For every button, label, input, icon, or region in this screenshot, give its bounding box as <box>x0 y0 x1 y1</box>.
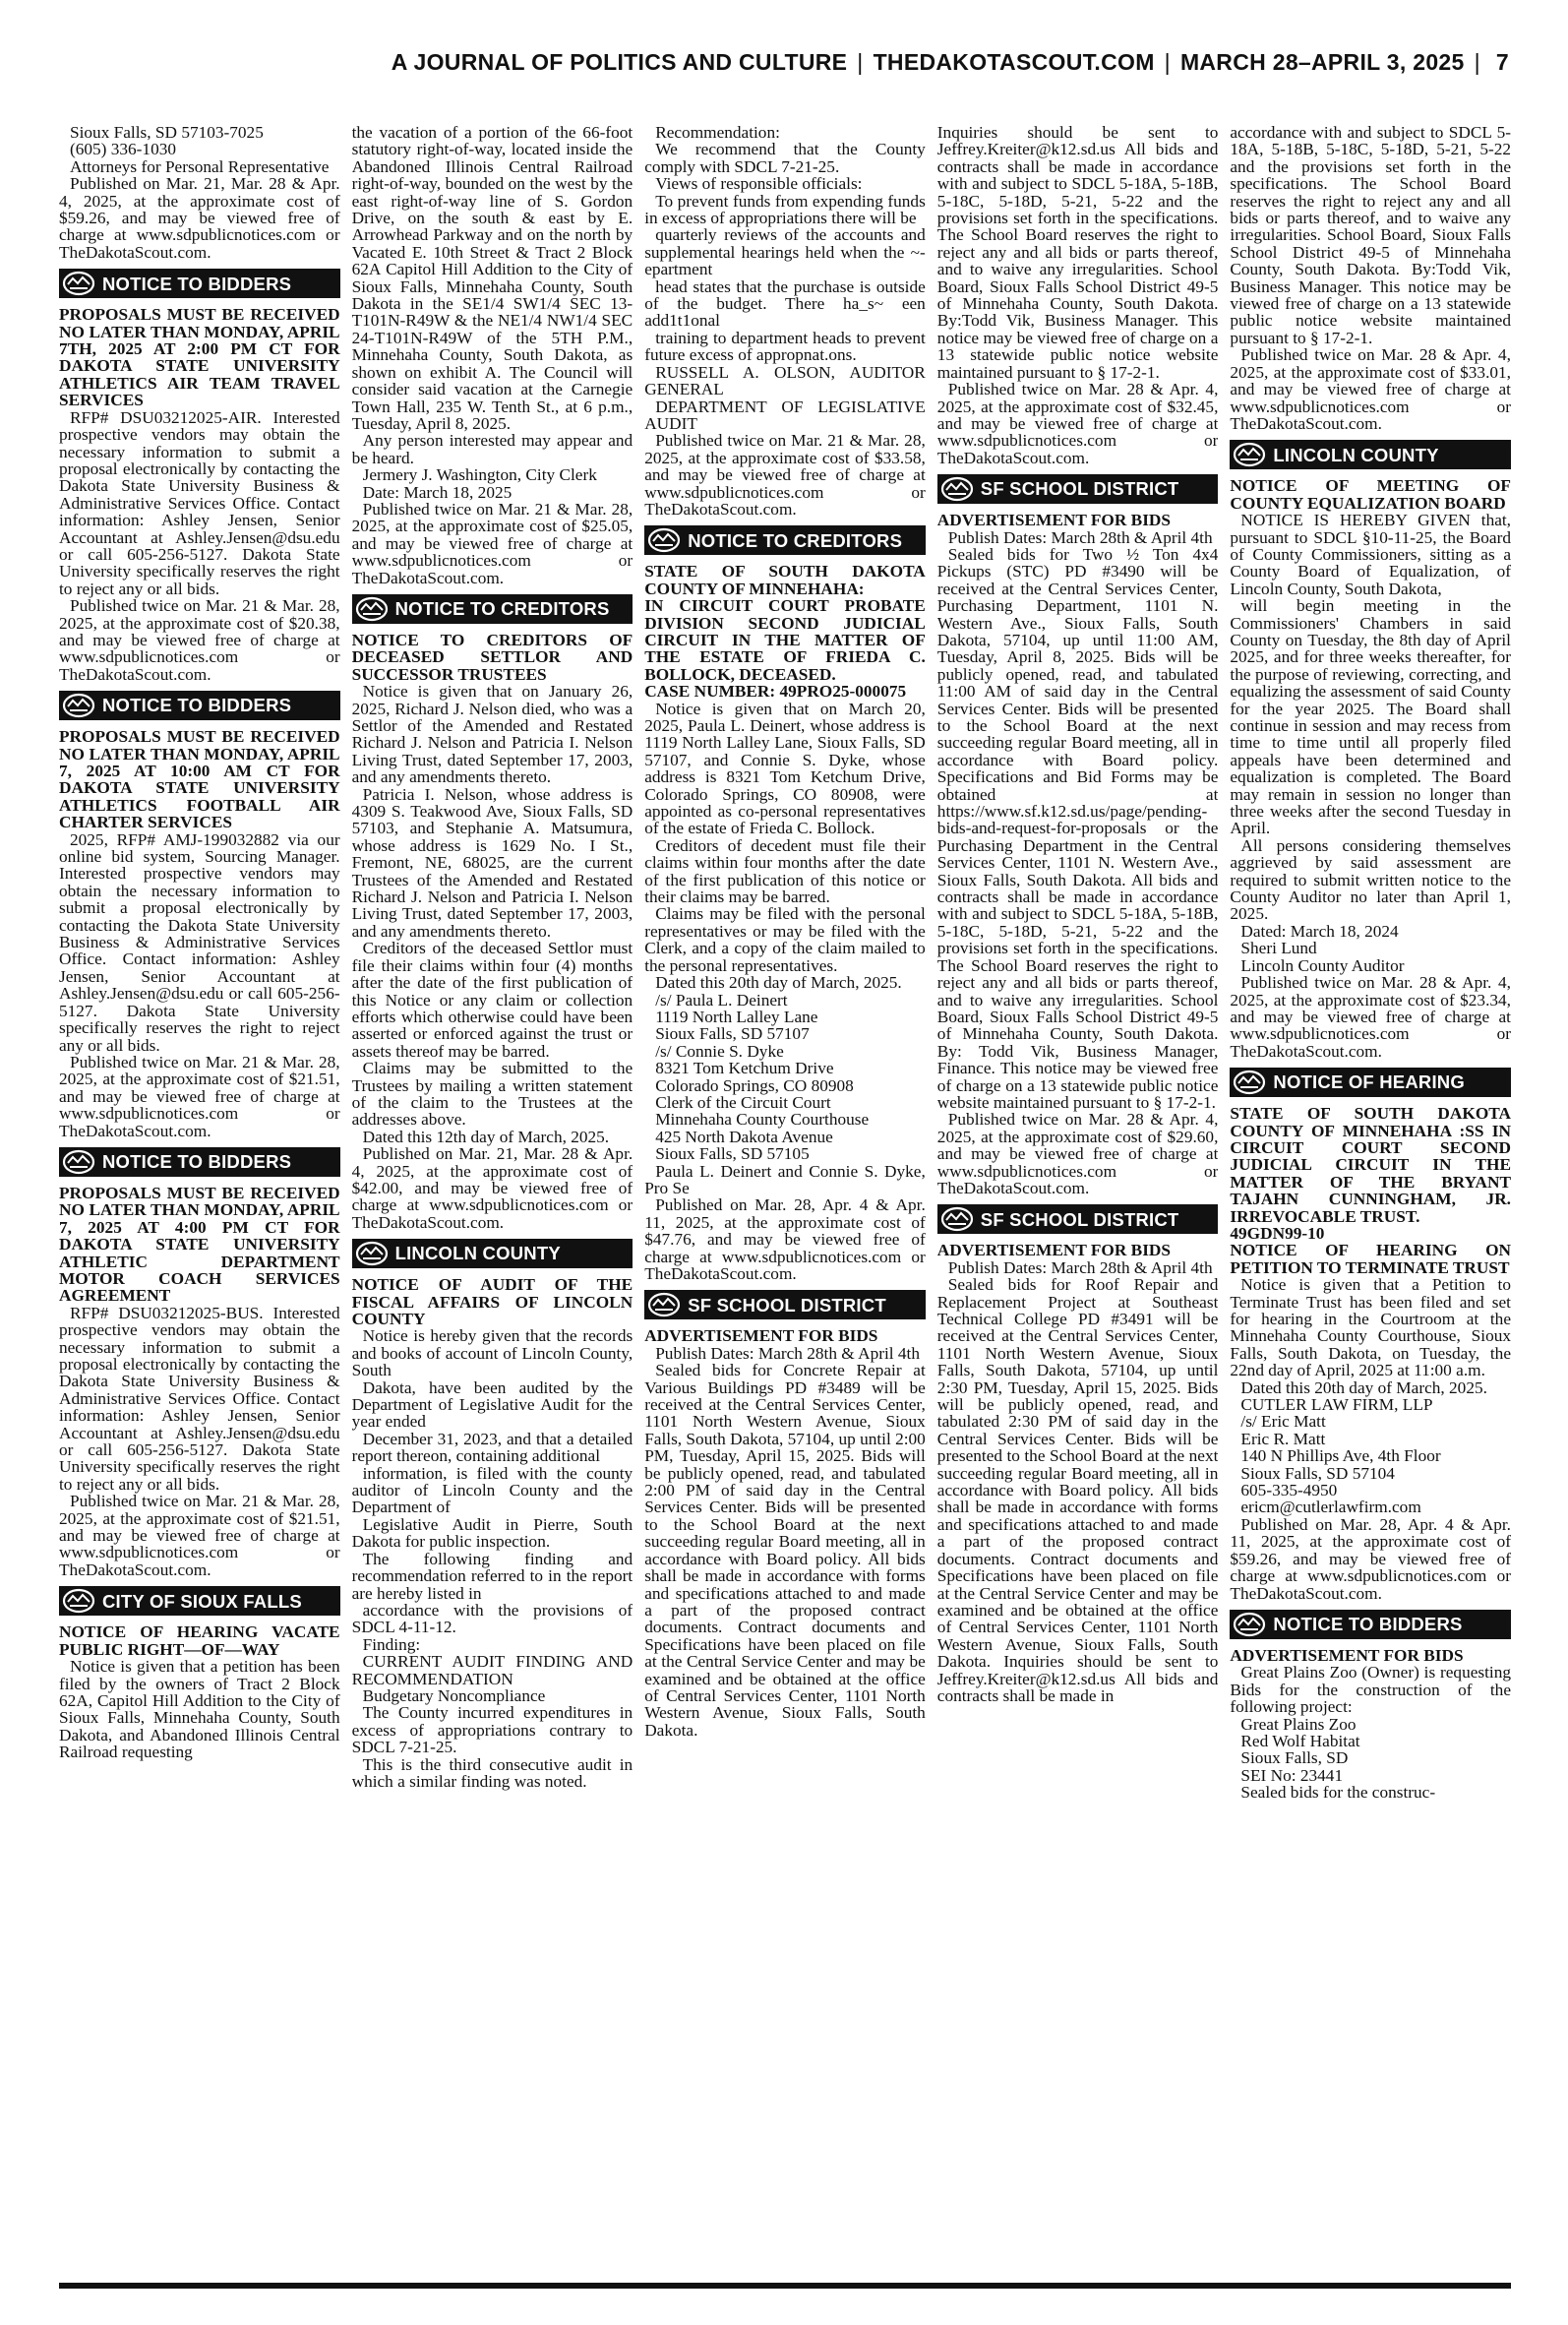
notice-paragraph: To prevent funds from expending funds in excess of appropriations there will be <box>644 191 926 228</box>
notice-title: STATE OF SOUTH DAKOTA COUNTY OF MINNEHAHA: IN CIRCUIT COURT PROBATE DIVISION SECOND JUDICIAL CIRCUIT IN THE MATTER OF THE ESTATE OF FRIEDA C. BOLLOCK, DECEASED. CASE NUMBER: 49PRO25-000075 <box>644 562 926 702</box>
section-header-label: NOTICE TO BIDDERS <box>1273 1614 1463 1635</box>
section-header-label: NOTICE TO BIDDERS <box>102 273 292 294</box>
section-header <box>59 269 340 298</box>
notice-title: STATE OF SOUTH DAKOTA COUNTY OF MINNEHAHA :SS IN CIRCUIT COURT SECOND JUDICIAL CIRCUIT IN THE MATTER OF THE BRYANT TAJAHN CUNNINGHAM, JR. IRREVOCABLE TRUST. 49GDN99-10 NOTICE OF HEARING ON PETITION TO TERMINATE TRUST <box>1230 1104 1511 1277</box>
notice-title: PROPOSALS MUST BE RECEIVED NO LATER THAN MONDAY, APRIL 7TH, 2025 AT 2:00 PM CT FOR DAKOTA STATE UNIVERSITY ATHLETICS AIR TEAM TRAVEL SERVICES <box>59 305 340 410</box>
notice-paragraph: Published twice on Mar. 21 & Mar. 28, 2025, at the approximate cost of $33.58, and may be viewed free of charge at www.sdpublicnotices.com or TheDakotaScout.com. <box>644 431 926 519</box>
notice-paragraph: December 31, 2023, and that a detailed report thereon, containing additional <box>351 1429 633 1466</box>
notice-address-block: /s/ Paula L. Deinert 1119 North Lalley Lane Sioux Falls, SD 57107 /s/ Connie S. Dyke 8321 Tom Ketchum Drive Colorado Springs, CO 80908 Clerk of the Circuit Court <box>655 990 854 1112</box>
notice-paragraph: Published twice on Mar. 28 & Apr. 4, 2025, at the approximate cost of $33.01, and may be viewed free of charge at www.sdpublicnotices.com or TheDakotaScout.com. <box>1230 345 1511 433</box>
notice-paragraph: Published twice on Mar. 28 & Apr. 4, 2025, at the approximate cost of $23.34, and may be viewed free of charge at www.sdpublicnotices.com or TheDakotaScout.com. <box>1230 973 1511 1061</box>
notice-paragraph: Finding: <box>362 1634 421 1654</box>
column-1 <box>59 124 340 2274</box>
column-4 <box>937 124 1219 2274</box>
section-header <box>59 691 340 720</box>
scout-logo-icon <box>939 1205 975 1233</box>
notice-paragraph: Recommendation: <box>655 124 780 142</box>
notice-address-block: Great Plains Zoo Red Wolf Habitat Sioux Falls, SD SEI No: 23441 <box>1240 1714 1360 1785</box>
section-header-label: SF SCHOOL DISTRICT <box>980 478 1179 500</box>
section-header-label: NOTICE TO CREDITORS <box>394 598 610 620</box>
notice-title: NOTICE OF HEARING VACATE PUBLIC RIGHT—OF—WAY <box>59 1622 340 1659</box>
notice-paragraph: Publish Dates: March 28th & April 4th <box>947 1257 1213 1277</box>
notice-paragraph: Published twice on Mar. 28 & Apr. 4, 2025, at the approximate cost of $29.60, and may be viewed free of charge at www.sdpublicnotices.com or TheDakotaScout.com. <box>936 1110 1219 1197</box>
notice-paragraph: Published twice on Mar. 28 & Apr. 4, 2025, at the approximate cost of $32.45, and may be viewed free of charge at www.sdpublicnotices.com or TheDakotaScout.com. <box>936 380 1219 467</box>
column-3 <box>644 124 926 2274</box>
notice-title: NOTICE OF AUDIT OF THE FISCAL AFFAIRS OF LINCOLN COUNTY <box>351 1275 633 1328</box>
notice-paragraph: Legislative Audit in Pierre, South Dakota for public inspection. <box>351 1514 633 1552</box>
notice-title: PROPOSALS MUST BE RECEIVED NO LATER THAN MONDAY, APRIL 7, 2025 AT 10:00 AM CT FOR DAKOTA STATE UNIVERSITY ATHLETICS FOOTBALL AIR CHARTER SERVICES <box>59 727 340 832</box>
notice-paragraph: Published twice on Mar. 21 & Mar. 28, 2025, at the approximate cost of $20.38, and may be viewed free of charge at www.sdpublicnotices.com or TheDakotaScout.com. <box>59 596 340 684</box>
notice-paragraph: Published on Mar. 28, Apr. 4 & Apr. 11, 2025, at the approximate cost of $47.76, and may be viewed free of charge at www.sdpublicnotices.com or TheDakotaScout.com. <box>644 1195 926 1283</box>
notice-paragraph: Sealed bids for Concrete Repair at Various Buildings PD #3489 will be received at the Central Services Center, 1101 North Western Avenue, Sioux Falls, South Dakota, 57104, up until 2:00 PM, Tuesday, April 15, 2025. Bids will be publicly opened, read, and tabulated 2:00 PM of said day in the Central Services Center. Bids will be presented to the School Board at the next succeeding regular Board meeting, all in accordance with Board policy. All bids shall be made in accordance with forms and specifications attached to and made a part of the proposed contract documents. Contract documents and Specifications have been placed on file at the Central Service Center and may be examined and be obtained at the office of Central Services Center, 1101 North Western Avenue, Sioux Falls, South Dakota. <box>644 1361 926 1740</box>
page-folio: A JOURNAL OF POLITICS AND CULTURE | THEDAKOTASCOUT.COM | MARCH 28–APRIL 3, 2025 | 7 <box>391 49 1509 75</box>
section-header-label: LINCOLN COUNTY <box>394 1243 561 1264</box>
notice-paragraph: training to department heads to prevent future excess of appropnat.ons. <box>644 328 926 365</box>
scout-logo-icon <box>646 526 682 554</box>
notice-paragraph: Jermery J. Washington, City Clerk <box>362 465 597 485</box>
notice-paragraph: Notice is given that on March 20, 2025, Paula L. Deinert, whose address is 1119 North Lalley Lane, Sioux Falls, SD 57107, and Connie S. Dyke, whose address is 8321 Tom Ketchum Drive, Colorado Springs, CO 80908, were appointed as co-personal representatives of the estate of Frieda C. Bollock. <box>644 699 926 838</box>
notice-title: ADVERTISEMENT FOR BIDS <box>936 511 1172 530</box>
section-header <box>644 525 926 555</box>
notice-paragraph: 2025, RFP# AMJ-199032882 via our online bid system, Sourcing Manager. Interested prospective vendors may obtain the necessary information to submit a proposal electronically by contacting the Dakota State University Business & Administrative Services Office. Contact information: Ashley Jensen, Senior Accountant at Ashley.Jensen@dsu.edu or call 605-256-5127. Dakota State University specifically reserves the right to reject any or all bids. <box>59 829 340 1055</box>
notice-paragraph: Published twice on Mar. 21 & Mar. 28, 2025, at the approximate cost of $21.51, and may be viewed free of charge at www.sdpublicnotices.com or TheDakotaScout.com. <box>59 1492 340 1579</box>
notice-paragraph: RUSSELL A. OLSON, AUDITOR GENERAL <box>644 362 926 399</box>
issue-dates: MARCH 28–APRIL 3, 2025 <box>1179 49 1465 75</box>
section-header-label: NOTICE TO BIDDERS <box>102 695 292 716</box>
column-2 <box>352 124 633 2274</box>
scout-logo-icon <box>1232 1611 1267 1638</box>
scout-logo-icon <box>646 1291 682 1318</box>
notice-paragraph: Date: March 18, 2025 <box>362 482 513 502</box>
notice-paragraph: Notice is given that a petition has been filed by the owners of Tract 2 Block 62A, Capitol Hill Addition to the City of Sioux Falls, Minnehaha County, South Dakota, and Abandoned Illinois Central Railroad requesting <box>59 1657 340 1762</box>
notice-paragraph: Notice is given that on January 26, 2025, Richard J. Nelson died, who was a Settlor of the Amended and Restated Richard J. Nelson and Patricia I. Nelson Living Trust, dated September 17, 2003, and any amendments thereto. <box>351 682 633 787</box>
scout-logo-icon <box>354 1240 390 1267</box>
notice-paragraph: Creditors of the deceased Settlor must file their claims within four (4) months after the date of the first publication of this Notice or any claim or collection efforts which otherwise could have been asserted or enforced against the trust or assets thereof may be barred. <box>351 939 633 1061</box>
notice-paragraph: information, is filed with the county auditor of Lincoln County and the Department of <box>351 1463 633 1517</box>
scout-logo-icon <box>61 692 96 719</box>
notice-paragraph: Dated this 12th day of March, 2025. <box>362 1127 610 1146</box>
scout-logo-icon <box>61 270 96 297</box>
notice-address-block: CUTLER LAW FIRM, LLP /s/ Eric Matt Eric R. Matt 140 N Phillips Ave, 4th Floor Sioux Falls, SD 57104 605-335-4950 ericm@cutlerlawfirm.com <box>1240 1395 1441 1517</box>
notice-columns <box>59 124 1511 2274</box>
notice-address-block: Dated: March 18, 2024 Sheri Lund Lincoln County Auditor <box>1240 921 1405 975</box>
notice-paragraph: quarterly reviews of the accounts and supplemental hearings held when the ~-epartment <box>644 225 926 279</box>
section-header <box>1230 1068 1511 1097</box>
notice-paragraph: RFP# DSU03212025-AIR. Interested prospective vendors may obtain the necessary information to submit a proposal electronically by contacting the Dakota State University Business & Administrative Services Office. Contact information: Ashley Jensen, Senior Accountant at Ashley.Jensen@dsu.edu or call 605-256-5127. Dakota State University specifically reserves the right to reject any or all bids. <box>59 407 340 598</box>
notice-paragraph: Notice is given that a Petition to Terminate Trust has been filed and set for hearing in the Courtroom at the Minnehaha County Courthouse, Sioux Falls, South Dakota, on Tuesday, the 22nd day of April, 2025 at 11:00 a.m. <box>1230 1275 1511 1380</box>
notice-paragraph: Dated this 20th day of March, 2025. <box>1240 1377 1487 1397</box>
notice-paragraph: accordance with and subject to SDCL 5-18A, 5-18B, 5-18C, 5-18D, 5-21, 5-22 and the provisions set forth in the specifications. The School Board reserves the right to reject any and all bids or parts thereof, and to waive any irregularities. School Board, Sioux Falls School District 49-5 of Minnehaha County, South Dakota. By:Todd Vik, Business Manager. This notice may be viewed free of charge on a 13 statewide public notice website maintained pursuant to § 17-2-1. <box>1230 124 1511 347</box>
section-header <box>352 594 633 624</box>
notice-paragraph: Notice is hereby given that the records and books of account of Lincoln County, South <box>351 1326 633 1380</box>
section-header <box>59 1147 340 1177</box>
section-header <box>352 1239 633 1268</box>
notice-title: ADVERTISEMENT FOR BIDS <box>644 1326 878 1346</box>
scout-logo-icon <box>61 1587 96 1615</box>
scout-logo-icon <box>1232 1069 1267 1096</box>
scout-logo-icon <box>354 595 390 623</box>
notice-paragraph: Views of responsible officials: <box>655 174 863 194</box>
notice-paragraph: Great Plains Zoo (Owner) is requesting Bids for the construction of the following project: <box>1230 1663 1511 1717</box>
notice-paragraph: Published twice on Mar. 21 & Mar. 28, 2025, at the approximate cost of $21.51, and may be viewed free of charge at www.sdpublicnotices.com or TheDakotaScout.com. <box>59 1052 340 1140</box>
notice-paragraph: will begin meeting in the Commissioners' Chambers in said County on Tuesday, the 8th day of April 2025, and for three weeks thereafter, for the purpose of reviewing, correcting, and equalizing the assessment of said County for the year 2025. The Board shall continue in session and may recess from time to time until all properly filed appeals have been determined and equalization is completed. The Board may remain in session no longer than three weeks after the second Tuesday in April. <box>1230 596 1511 838</box>
notice-paragraph: Sealed bids for the construc- <box>1240 1783 1436 1803</box>
scout-logo-icon <box>1232 441 1267 468</box>
section-header-label: CITY OF SIOUX FALLS <box>102 1590 302 1612</box>
notice-paragraph: Minnehaha County Courthouse <box>655 1110 870 1130</box>
bottom-rule <box>59 2283 1511 2289</box>
notice-paragraph: Dakota, have been audited by the Department of Legislative Audit for the year ended <box>351 1377 633 1432</box>
notice-paragraph: Patricia I. Nelson, whose address is 4309 S. Teakwood Ave, Sioux Falls, SD 57103, and Stephanie A. Matsumura, whose address is 1629 No. I St., Fremont, NE, 68025, are the current Trustees of the Amended and Restated Richard J. Nelson and Patricia I. Nelson Living Trust, dated September 17, 2003, and any amendments thereto. <box>351 784 633 941</box>
section-header <box>937 474 1219 504</box>
notice-paragraph: CURRENT AUDIT FINDING AND RECOMMENDATION <box>351 1652 633 1688</box>
section-header <box>1230 1610 1511 1639</box>
notice-paragraph: RFP# DSU03212025-BUS. Interested prospective vendors may obtain the necessary information to submit a proposal electronically by contacting the Dakota State University Business & Administrative Services Office. Contact information: Ashley Jensen, Senior Accountant at Ashley.Jensen@dsu.edu or call 605-256-5127. Dakota State University specifically reserves the right to reject any or all bids. <box>59 1303 340 1494</box>
notice-paragraph: Budgetary Noncompliance <box>362 1685 546 1705</box>
notice-paragraph: We recommend that the County comply with SDCL 7-21-25. <box>644 140 926 176</box>
page-number: 7 <box>1495 49 1509 75</box>
notice-paragraph: Paula L. Deinert and Connie S. Dyke, Pro Se <box>644 1161 926 1197</box>
notice-paragraph: NOTICE IS HEREBY GIVEN that, pursuant to SDCL §10-11-25, the Board of County Commissioners, sitting as a County Board of Equalization, of Lincoln County, South Dakota, <box>1230 511 1511 598</box>
notice-paragraph: head states that the purchase is outside of the budget. There ha_s~ een add1t1onal <box>644 276 926 331</box>
section-header-label: SF SCHOOL DISTRICT <box>980 1208 1179 1230</box>
scout-logo-icon <box>61 1148 96 1176</box>
notice-paragraph: Creditors of decedent must file their claims within four months after the date of the first publication of this notice or their claims may be barred. <box>644 835 926 907</box>
notice-paragraph: DEPARTMENT OF LEGISLATIVE AUDIT <box>644 397 926 433</box>
notice-paragraph: Claims may be submitted to the Trustees by mailing a written statement of the claim to the Trustees at the addresses above. <box>351 1059 633 1130</box>
notice-address-block: Sioux Falls, SD 57103-7025 (605) 336-1030 Attorneys for Personal Representative <box>70 124 330 176</box>
site-url[interactable]: THEDAKOTASCOUT.COM <box>873 49 1155 75</box>
notice-paragraph: Any person interested may appear and be heard. <box>351 431 633 467</box>
scout-logo-icon <box>939 475 975 503</box>
column-5 <box>1230 124 1511 2274</box>
notice-paragraph: Published on Mar. 21, Mar. 28 & Apr. 4, 2025, at the approximate cost of $59.26, and may be viewed free of charge at www.sdpublicnotices.com or TheDakotaScout.com. <box>59 174 340 262</box>
notice-title: PROPOSALS MUST BE RECEIVED NO LATER THAN MONDAY, APRIL 7, 2025 AT 4:00 PM CT FOR DAKOTA STATE UNIVERSITY ATHLETIC DEPARTMENT MOTOR COACH SERVICES AGREEMENT <box>59 1183 340 1306</box>
notice-paragraph: Dated this 20th day of March, 2025. <box>655 973 902 993</box>
notice-paragraph: Published on Mar. 28, Apr. 4 & Apr. 11, 2025, at the approximate cost of $59.26, and may be viewed free of charge at www.sdpublicnotices.com or TheDakotaScout.com. <box>1230 1514 1511 1603</box>
section-header <box>937 1204 1219 1234</box>
notice-paragraph: the vacation of a portion of the 66-foot statutory right-of-way, located inside the Abandoned Illinois Central Railroad right-of-way, bounded on the west by the east right-of-way line of S. Gordon Drive, on the south & east by E. Arrowhead Parkway and on the north by Vacated E. 10th Street & Tract 2 Block 62A Capitol Hill Addition to the City of Sioux Falls, Minnehaha County, South Dakota in the SE1/4 SW1/4 SEC 13-T101N-R49W & the NE1/4 NW1/4 SEC 24-T101N-R49W of the 5TH P.M., Minnehaha County, South Dakota, as shown on exhibit A. The Council will consider said vacation at the Carnegie Town Hall, 235 W. Tenth St., at 6 p.m., Tuesday, April 8, 2025. <box>351 124 633 433</box>
section-header-label: NOTICE TO CREDITORS <box>688 529 903 551</box>
notice-paragraph: Claims may be filed with the personal representatives or may be filed with the Clerk, and a copy of the claim mailed to the personal representatives. <box>644 904 926 975</box>
notice-paragraph: This is the third consecutive audit in which a similar finding was noted. <box>351 1754 633 1791</box>
notice-paragraph: Inquiries should be sent to Jeffrey.Kreiter@k12.sd.us All bids and contracts shall be made in accordance with and subject to SDCL 5-18A, 5-18B, 5-18C, 5-18D, 5-21, 5-22 and the provisions set forth in the specifications. The School Board reserves the right to reject any and all bids or parts thereof, and to waive any irregularities. School Board, Sioux Falls School District 49-5 of Minnehaha County, South Dakota. By:Todd Vik, Business Manager. This notice may be viewed free of charge on a 13 statewide public notice website maintained pursuant to § 17-2-1. <box>936 124 1219 382</box>
notice-paragraph: Publish Dates: March 28th & April 4th <box>947 527 1213 547</box>
notice-paragraph: All persons considering themselves aggrieved by said assessment are required to submit written notice to the County Auditor no later than April 1, 2025. <box>1230 835 1511 924</box>
notice-title: NOTICE OF MEETING OF COUNTY EQUALIZATION BOARD <box>1230 476 1511 513</box>
notice-address-block: 425 North Dakota Avenue Sioux Falls, SD 57105 <box>655 1127 833 1164</box>
section-header-label: SF SCHOOL DISTRICT <box>688 1294 886 1315</box>
notice-title: ADVERTISEMENT FOR BIDS <box>936 1241 1172 1260</box>
notice-paragraph: Published twice on Mar. 21 & Mar. 28, 2025, at the approximate cost of $25.05, and may be viewed free of charge at www.sdpublicnotices.com or TheDakotaScout.com. <box>351 499 633 587</box>
notice-title: NOTICE TO CREDITORS OF DECEASED SETTLOR AND SUCCESSOR TRUSTEES <box>351 630 633 684</box>
notice-paragraph: accordance with the provisions of SDCL 4-11-12. <box>351 1600 633 1637</box>
section-header-label: NOTICE OF HEARING <box>1273 1071 1465 1093</box>
journal-tagline: A JOURNAL OF POLITICS AND CULTURE <box>391 49 848 75</box>
notice-paragraph: The County incurred expenditures in excess of appropriations contrary to SDCL 7-21-25. <box>351 1703 633 1757</box>
section-header-label: NOTICE TO BIDDERS <box>102 1151 292 1173</box>
section-header <box>59 1586 340 1616</box>
section-header <box>644 1290 926 1319</box>
notice-title: ADVERTISEMENT FOR BIDS <box>1230 1645 1464 1665</box>
notice-paragraph: Publish Dates: March 28th & April 4th <box>655 1343 920 1363</box>
notice-paragraph: Sealed bids for Roof Repair and Replacement Project at Southeast Technical College PD #3491 will be received at the Central Services Center, 1101 North Western Avenue, Sioux Falls, South Dakota, 57104, up until 2:30 PM, Tuesday, April 15, 2025. Bids will be publicly opened, read, and tabulated 2:30 PM of said day in the Central Services Center. Bids will be presented to the School Board at the next succeeding regular Board meeting, all in accordance with Board policy. All bids shall be made in accordance with forms and specifications attached to and made a part of the proposed contract documents. Contract documents and Specifications have been placed on file at the Central Service Center and may be examined and be obtained at the office of Central Services Center, 1101 North Western Avenue, Sioux Falls, South Dakota. Inquiries should be sent to Jeffrey.Kreiter@k12.sd.us All bids and contracts shall be made in <box>936 1275 1219 1705</box>
section-header-label: LINCOLN COUNTY <box>1273 444 1439 465</box>
notice-paragraph: Sealed bids for Two ½ Ton 4x4 Pickups (STC) PD #3490 will be received at the Central Services Center, Purchasing Department, 1101 N. Western Ave., Sioux Falls, South Dakota, 57104, up until 11:00 AM, Tuesday, April 8, 2025. Bids will be publicly opened, read, and tabulated 11:00 AM of said day in the Central Services Center. Bids will be presented to the School Board at the next succeeding regular Board meeting, all in accordance with Board policy. Specifications and Bid Forms may be obtained at https://www.sf.k12.sd.us/page/pending-bids-and-request-for-proposals or the Purchasing Department in the Central Services Center, 1101 N. Western Ave., Sioux Falls, South Dakota. All bids and contracts shall be made in accordance with and subject to SDCL 5-18A, 5-18B, 5-18C, 5-18D, 5-21, 5-22 and the provisions set forth in the specifications. The School Board reserves the right to reject any and all bids or parts thereof, and to waive any irregularities. School Board, Sioux Falls School District 49-5 of Minnehaha County, South Dakota. By: Todd Vik, Business Manager, Finance. This notice may be viewed free of charge on a 13 statewide public notice website maintained pursuant to § 17-2-1. <box>936 544 1219 1112</box>
section-header <box>1230 440 1511 469</box>
notice-paragraph: Published on Mar. 21, Mar. 28 & Apr. 4, 2025, at the approximate cost of $42.00, and may be viewed free of charge at www.sdpublicnotices.com or TheDakotaScout.com. <box>351 1144 633 1232</box>
notice-paragraph: The following finding and recommendation referred to in the report are hereby listed in <box>351 1549 633 1603</box>
